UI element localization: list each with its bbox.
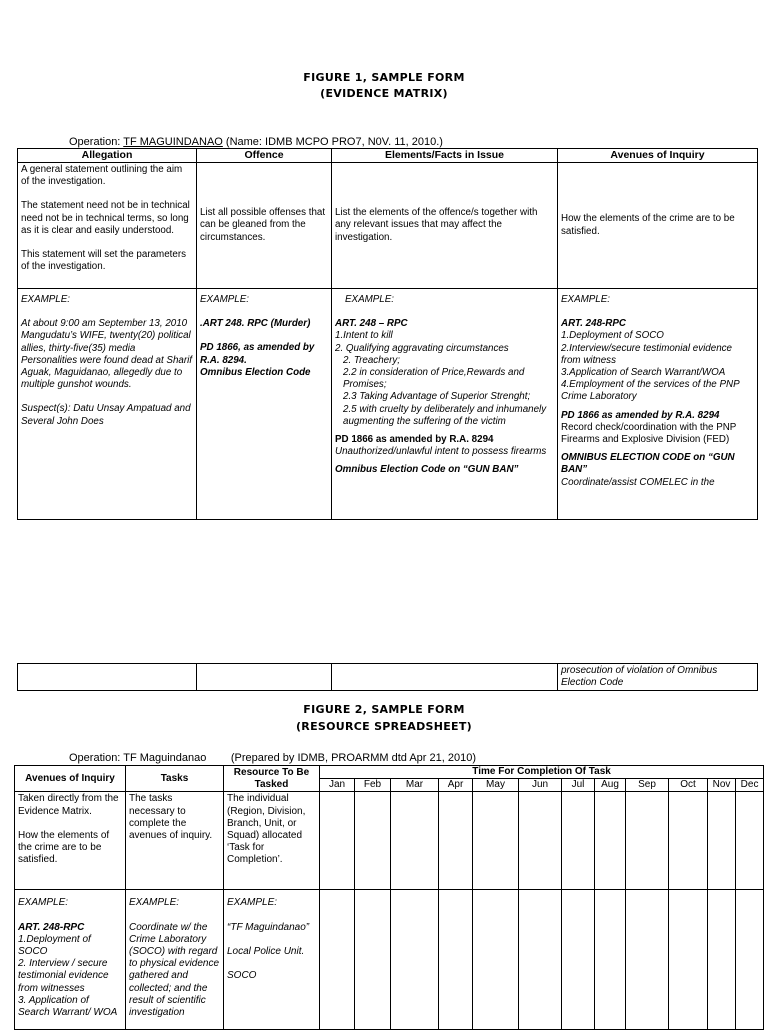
header-allegation: Allegation [18, 149, 197, 163]
figure1-title: FIGURE 1, SAMPLE FORM [303, 71, 465, 84]
month-jun: Jun [519, 779, 562, 792]
header-tasks: Tasks [126, 766, 224, 792]
month-mar: Mar [391, 779, 439, 792]
figure2-operation: Operation: TF Maguindanao (Prepared by IDMB, PROARMM dtd Apr 21, 2010) [69, 752, 476, 764]
continuation-row [18, 664, 758, 691]
figure1-subtitle: (EVIDENCE MATRIX) [320, 87, 448, 100]
month-dec: Dec [736, 779, 764, 792]
allegation-instruction: A general statement outlining the aim of the investigation. The statement need not be in technical need not be in technical terms, so long as it is clear and easily understood. This statement will set the parameters of the investigation. [18, 163, 197, 289]
offence-instruction: List all possible offenses that can be gleaned from the circumstances. [197, 163, 332, 289]
matrix-header-row [18, 149, 758, 163]
spreadsheet-instruction-row [15, 792, 764, 890]
spreadsheet-header-row [15, 766, 764, 779]
evidence-matrix-continuation [17, 663, 758, 691]
allegation-example: EXAMPLE: At about 9:00 am September 13, 2010 Mangudatu’s WIFE, twenty(20) political allies, thirty-five(35) media Personalities were found dead at Sharif Aguak, Maguidanao, allegedly due to multiple gunshot wounds. Suspect(s): Datu Unsay Ampatuad and Several John Does [18, 289, 197, 520]
avenues-example: EXAMPLE: ART. 248-RPC 1.Deployment of SOCO 2.Interview/secure testimonial evidence from witness 3.Application of Search Warrant/WOA 4.Employment of the services of the PNP Crime Laboratory PD 1866 as amended by R.A. 8294 Record check/coordination with the PNP Firearms and Explosive Division (FED) OMNIBUS ELECTION CODE on “GUN BAN” Coordinate/assist COMELEC in the [558, 289, 758, 520]
header-time-for-completion: Time For Completion Of Task [320, 766, 764, 779]
elements-example: EXAMPLE: ART. 248 – RPC 1.Intent to kill 2. Qualifying aggravating circumstances 2. Treachery; 2.2 in consideration of Price,Rewards and Promises; 2.3 Taking Advantage of Superior Strenght; 2.5 with cruelty by deliberately and inhumanely augmenting the suffering of the victim PD 1866 as amended by R.A. 8294 Unauthorized/unlawful intent to possess firearms Omnibus Election Code on “GUN BAN” [332, 289, 558, 520]
month-may: May [473, 779, 519, 792]
spreadsheet-example-row [15, 890, 764, 1030]
month-sep: Sep [626, 779, 669, 792]
month-oct: Oct [669, 779, 708, 792]
month-aug: Aug [595, 779, 626, 792]
avenues-example-cell: EXAMPLE: ART. 248-RPC 1.Deployment of SOCO 2. Interview / secure testimonial evidence from witnesses 3. Application of Search Warrant/ WOA [15, 890, 126, 1030]
header-elements: Elements/Facts in Issue [332, 149, 558, 163]
resource-spreadsheet-table [14, 765, 764, 1030]
header-resource: Resource To Be Tasked [224, 766, 320, 792]
header-avenues-of-inquiry: Avenues of Inquiry [15, 766, 126, 792]
evidence-matrix-table [17, 148, 758, 520]
matrix-instruction-row [18, 163, 758, 289]
operation-name: TF MAGUINDANAO [123, 136, 223, 148]
figure2-subtitle: (RESOURCE SPREADSHEET) [295, 720, 472, 733]
avenues-instruction-cell: Taken directly from the Evidence Matrix. How the elements of the crime are to be satisfied. [15, 792, 126, 890]
month-jul: Jul [562, 779, 595, 792]
offence-example: EXAMPLE: .ART 248. RPC (Murder) PD 1866, as amended by R.A. 8294. Omnibus Election Code [197, 289, 332, 520]
tasks-example-cell: EXAMPLE: Coordinate w/ the Crime Laboratory (SOCO) with regard to physical evidence gathered and collected; and the result of scientific investigation [126, 890, 224, 1030]
matrix-example-row [18, 289, 758, 520]
resource-instruction-cell: The individual (Region, Division, Branch, Unit, or Squad) allocated ‘Task for Completion’. [224, 792, 320, 890]
figure1-operation: Operation: TF MAGUINDANAO (Name: IDMB MCPO PRO7, N0V. 11, 2010.) [69, 136, 443, 148]
month-jan: Jan [320, 779, 355, 792]
elements-instruction: List the elements of the offence/s together with any relevant issues that may affect the investigation. [332, 163, 558, 289]
continuation-text: prosecution of violation of Omnibus Election Code [558, 664, 758, 691]
header-offence: Offence [197, 149, 332, 163]
figure2-title: FIGURE 2, SAMPLE FORM [303, 703, 465, 716]
month-feb: Feb [355, 779, 391, 792]
month-apr: Apr [439, 779, 473, 792]
avenues-instruction: How the elements of the crime are to be satisfied. [558, 163, 758, 289]
resource-example-cell: EXAMPLE: “TF Maguindanao” Local Police Unit. SOCO [224, 890, 320, 1030]
tasks-instruction-cell: The tasks necessary to complete the avenues of inquiry. [126, 792, 224, 890]
header-avenues: Avenues of Inquiry [558, 149, 758, 163]
month-nov: Nov [708, 779, 736, 792]
